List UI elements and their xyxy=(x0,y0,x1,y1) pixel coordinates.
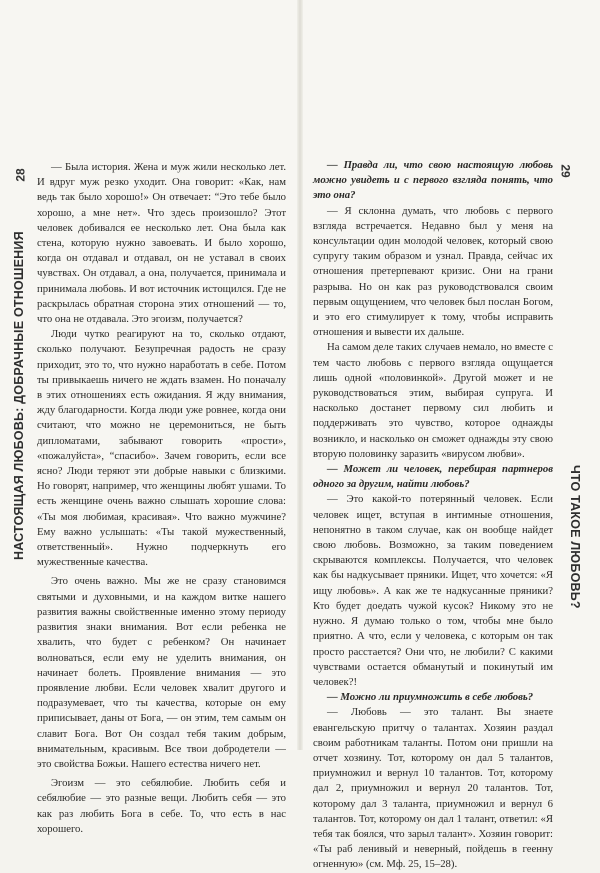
paragraph: — Я склонна думать, что любовь с первого взгляда встречается. Недавно был у меня на консультации один молодой человек, который свою супругу таким образом и узнал. Правда, сейчас их отношения претерпевают кризис. Они на грани разрыва. Но он как раз руководствовался своим первым ощущением, что человек был послан Богом, и это его стимулирует к тому, чтобы исправить отношения и вывести их дальше. xyxy=(313,204,553,339)
left-page-number: 28 xyxy=(13,168,28,182)
right-text-column xyxy=(313,158,553,873)
right-running-head: ЧТО ТАКОЕ ЛЮБОВЬ? xyxy=(568,465,582,609)
paragraph: — Была история. Жена и муж жили несколько лет. И вдруг муж резко уходит. Она говорит: «Как, нам ведь так было хорошо!» Он отвечает: “Это тебе было хорошо, а мне нет». Что здесь произошло? Этот человек добивался ее несколько лет. Она была как стена, которую нужно завоевать. И было хорошо, когда он отдавал и отдавал, он не уставал в своих чувствах. Он отдавал, а она, получается, принимала и принимала любовь. И вот источник истощился. Где не раскрылась обратная сторона этих отношений — то, что она не отдавала. Это эгоизм, получается? xyxy=(37,161,286,326)
question-heading: — Может ли человек, перебирая партнеров одного за другим, найти любовь? xyxy=(313,463,553,491)
paragraph: Эгоизм — это себялюбие. Любить себя и себялюбие — это разные вещи. Любить себя — это как раз любить Бога в себе. То, что есть в нас хорошего. xyxy=(37,777,286,835)
paragraph: — Любовь — это талант. Вы знаете евангельскую притчу о талантах. Хозяин раздал своим работникам таланты. Потом они пришли на отчет хозяину. Тот, которому он дал 5 талантов, приумножил и вернул 10 талантов. Тот, которому дал 2, приумножил и вернул 20 талантов. Тот, которому дал 3 таланта, приумножил и вернул 6 талантов. Тот, которому он дал 1 талант, ответил: «Я тебя так боялся, что зарыл талант». Хозяин говорит: «Ты раб ленивый и неверный, пойдешь в геенну огненную» (см. Мф. 25, 15–28). xyxy=(313,706,553,871)
question-heading: — Можно ли приумножить в себе любовь? xyxy=(327,691,534,704)
paragraph: Это очень важно. Мы же не сразу становимся святыми и духовными, и на каждом витке нашего развития важны свойственные именно этому периоду развития знаки внимания. Вот если ребенка не хвалить, что будет с ребенком? Он начинает волноваться, если ему не уделить внимания, он начинает болеть. Проявление внимания — это проявление любви. Если человек хвалит другого и подразумевает, что ты качества, которые он ему приписывает, даны от Бога, — он этим, тем самым он славит Бога. Вот Он создал тебя таким добрым, внимательным, красивым. Все твои добродетели — это свойства Божьи. Нашего естества ничего нет. xyxy=(37,575,286,770)
left-text-column xyxy=(37,160,286,837)
right-page-number: 29 xyxy=(558,164,573,178)
paragraph: — Это какой-то потерянный человек. Если человек ищет, вступая в интимные отношения, непонятно в таком случае, как он вообще найдет свою любовь. Возможно, за таким поведением скрываются комплексы. Получается, что человек как бы надкусывает пряники. Ищет, что хочется: «Я ищу любовь». А как же те надкусанные пряники? Кто будет доедать чужой кусок? Никому это не нужно. Я думаю только о том, чтобы мне было приятно. А что, если у человека, с которым он так просто расстается? Они что, не любили? С какими чувствами остается обманутый и покинутый им человек?! xyxy=(313,493,553,688)
paragraph: Люди чутко реагируют на то, сколько отдают, сколько получают. Безупречная радость не сразу приходит, это то, что нужно наработать в себе. Потом ты привыкаешь ничего не ждать взамен. Но поначалу в этих отношениях есть ожидания. Я жду внимания, жду благодарности. Когда люди уже ровнее, когда они считают, что можно не церемониться, не быть дипломатами, забывают говорить «прости», «пожалуйста», “спасибо». Зачем говорить, если все ясно? Люди теряют эти добрые навыки с близкими. Но говорят, например, что женщины любят ушами. То есть женщине очень важно слышать хорошие слова: «Ты моя любимая, красивая». Что важно мужчине? Ему важно услышать: «Ты такой мужественный, ответственный». Нужно подчеркнуть его мужественные качества. xyxy=(37,328,286,569)
paragraph: На самом деле таких случаев немало, но вместе с тем часто любовь с первого взгляда ощущается лишь одной «половинкой». Другой может и не руководствоваться этим, выбирая супруга. И насколько достанет первому сил любить и поддерживать это чувство, которое однажды возникло, и насколько он сможет однажды эту свою вторую половинку заразить «вирусом любви». xyxy=(313,341,553,460)
book-gutter xyxy=(297,0,303,750)
left-running-head: НАСТОЯЩАЯ ЛЮБОВЬ: ДОБРАЧНЫЕ ОТНОШЕНИЯ xyxy=(12,231,26,560)
question-heading: — Правда ли, что свою настоящую любовь можно увидеть и с первого взгляда понять, что это она? xyxy=(313,159,553,202)
